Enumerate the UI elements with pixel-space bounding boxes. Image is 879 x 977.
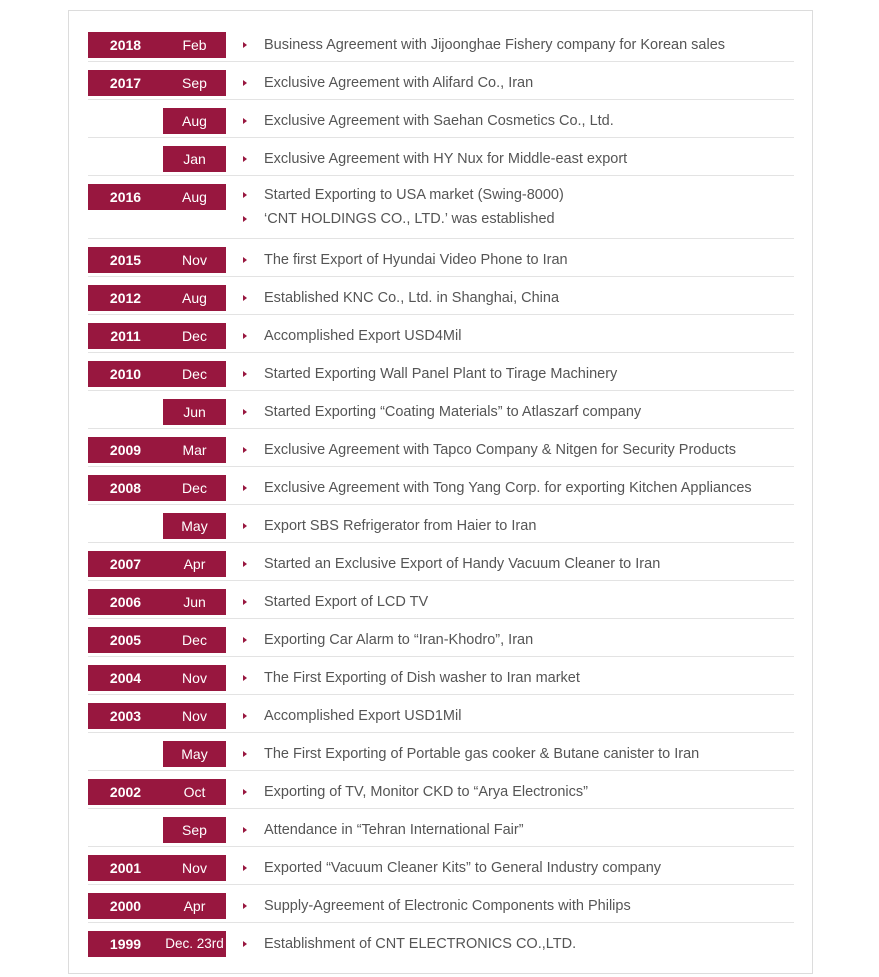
timeline-row bbox=[88, 62, 794, 100]
event-item bbox=[241, 361, 794, 387]
event-text: Established KNC Co., Ltd. in Shanghai, China bbox=[264, 290, 560, 306]
bullet-arrow-icon bbox=[243, 675, 247, 681]
month-badge: Aug bbox=[163, 184, 226, 210]
timeline-row bbox=[88, 771, 794, 809]
year-badge: 2007 bbox=[88, 551, 163, 577]
bullet-arrow-icon bbox=[243, 118, 247, 124]
event-list bbox=[241, 146, 794, 172]
timeline-row bbox=[88, 733, 794, 771]
event-text: Started Export of LCD TV bbox=[264, 594, 429, 610]
year-badge: 2005 bbox=[88, 627, 163, 653]
month-badge: Dec bbox=[163, 323, 226, 349]
year-badge: 2003 bbox=[88, 703, 163, 729]
event-list bbox=[241, 437, 794, 463]
event-list bbox=[241, 70, 794, 96]
event-list bbox=[241, 183, 794, 231]
year-badge: 2000 bbox=[88, 893, 163, 919]
month-badge: Aug bbox=[163, 285, 226, 311]
event-text: Export SBS Refrigerator from Haier to Iran bbox=[264, 518, 537, 534]
month-badge: Nov bbox=[163, 247, 226, 273]
event-list bbox=[241, 247, 794, 273]
event-text: Exclusive Agreement with Alifard Co., Iran bbox=[264, 75, 534, 91]
month-badge: May bbox=[163, 513, 226, 539]
bullet-arrow-icon bbox=[243, 523, 247, 529]
bullet-arrow-icon bbox=[243, 827, 247, 833]
bullet-arrow-icon bbox=[243, 409, 247, 415]
event-item bbox=[241, 108, 794, 134]
timeline-row bbox=[88, 619, 794, 657]
event-item bbox=[241, 779, 794, 805]
event-text: Started an Exclusive Export of Handy Vacuum Cleaner to Iran bbox=[264, 556, 661, 572]
bullet-arrow-icon bbox=[243, 156, 247, 162]
timeline-row bbox=[88, 923, 794, 961]
month-badge: Sep bbox=[163, 817, 226, 843]
event-item bbox=[241, 323, 794, 349]
event-item bbox=[241, 589, 794, 615]
event-item bbox=[241, 855, 794, 881]
timeline-row bbox=[88, 176, 794, 239]
event-item bbox=[241, 70, 794, 96]
event-item bbox=[241, 146, 794, 172]
event-list bbox=[241, 323, 794, 349]
timeline-row bbox=[88, 138, 794, 176]
event-list bbox=[241, 551, 794, 577]
event-item bbox=[241, 817, 794, 843]
timeline-row bbox=[88, 885, 794, 923]
event-list bbox=[241, 32, 794, 58]
event-list bbox=[241, 475, 794, 501]
bullet-arrow-icon bbox=[243, 865, 247, 871]
bullet-arrow-icon bbox=[243, 295, 247, 301]
event-item bbox=[241, 285, 794, 311]
month-badge: Aug bbox=[163, 108, 226, 134]
timeline-row bbox=[88, 100, 794, 138]
event-text: ‘CNT HOLDINGS CO., LTD.’ was established bbox=[264, 211, 555, 227]
year-badge: 2002 bbox=[88, 779, 163, 805]
history-timeline bbox=[88, 24, 794, 961]
year-badge: 2018 bbox=[88, 32, 163, 58]
year-badge: 2015 bbox=[88, 247, 163, 273]
event-list bbox=[241, 665, 794, 691]
timeline-row bbox=[88, 657, 794, 695]
event-text: Exporting of TV, Monitor CKD to “Arya Electronics” bbox=[264, 784, 588, 800]
bullet-arrow-icon bbox=[243, 333, 247, 339]
timeline-row bbox=[88, 277, 794, 315]
event-list bbox=[241, 589, 794, 615]
event-text: Accomplished Export USD4Mil bbox=[264, 328, 462, 344]
timeline-row bbox=[88, 505, 794, 543]
event-item bbox=[241, 247, 794, 273]
bullet-arrow-icon bbox=[243, 637, 247, 643]
year-badge: 2012 bbox=[88, 285, 163, 311]
year-badge: 2009 bbox=[88, 437, 163, 463]
event-list bbox=[241, 855, 794, 881]
timeline-row bbox=[88, 543, 794, 581]
event-item bbox=[241, 437, 794, 463]
month-badge: May bbox=[163, 741, 226, 767]
year-badge: 2017 bbox=[88, 70, 163, 96]
month-badge: Jun bbox=[163, 589, 226, 615]
event-text: The First Exporting of Portable gas cooker & Butane canister to Iran bbox=[264, 746, 700, 762]
event-item bbox=[241, 399, 794, 425]
year-badge: 1999 bbox=[88, 931, 163, 957]
bullet-arrow-icon bbox=[243, 713, 247, 719]
timeline-row bbox=[88, 467, 794, 505]
bullet-arrow-icon bbox=[243, 485, 247, 491]
month-badge: Feb bbox=[163, 32, 226, 58]
month-badge: Dec. 23rd bbox=[163, 931, 226, 957]
event-item bbox=[241, 475, 794, 501]
timeline-row bbox=[88, 581, 794, 619]
event-list bbox=[241, 779, 794, 805]
event-text: Exporting Car Alarm to “Iran-Khodro”, Iran bbox=[264, 632, 534, 648]
month-badge: Dec bbox=[163, 627, 226, 653]
month-badge: Mar bbox=[163, 437, 226, 463]
event-text: Attendance in “Tehran International Fair” bbox=[264, 822, 524, 838]
bullet-arrow-icon bbox=[243, 789, 247, 795]
bullet-arrow-icon bbox=[243, 216, 247, 222]
bullet-arrow-icon bbox=[243, 751, 247, 757]
timeline-row bbox=[88, 809, 794, 847]
timeline-row bbox=[88, 695, 794, 733]
timeline-row bbox=[88, 391, 794, 429]
event-text: Exclusive Agreement with Saehan Cosmetics Co., Ltd. bbox=[264, 113, 614, 129]
bullet-arrow-icon bbox=[243, 80, 247, 86]
month-badge: Dec bbox=[163, 475, 226, 501]
event-item bbox=[241, 665, 794, 691]
event-text: Exported “Vacuum Cleaner Kits” to General Industry company bbox=[264, 860, 662, 876]
timeline-row bbox=[88, 315, 794, 353]
event-text: Exclusive Agreement with Tong Yang Corp. for exporting Kitchen Appliances bbox=[264, 480, 752, 496]
bullet-arrow-icon bbox=[243, 903, 247, 909]
event-list bbox=[241, 893, 794, 919]
timeline-row bbox=[88, 429, 794, 467]
event-item bbox=[241, 703, 794, 729]
event-text: Accomplished Export USD1Mil bbox=[264, 708, 462, 724]
event-text: Started Exporting “Coating Materials” to Atlaszarf company bbox=[264, 404, 642, 420]
event-text: Establishment of CNT ELECTRONICS CO.,LTD. bbox=[264, 936, 577, 952]
event-item bbox=[241, 32, 794, 58]
event-item bbox=[241, 931, 794, 957]
event-text: Started Exporting Wall Panel Plant to Tirage Machinery bbox=[264, 366, 618, 382]
bullet-arrow-icon bbox=[243, 257, 247, 263]
timeline-row bbox=[88, 24, 794, 62]
month-badge: Apr bbox=[163, 893, 226, 919]
month-badge: Nov bbox=[163, 703, 226, 729]
event-list bbox=[241, 817, 794, 843]
year-badge: 2006 bbox=[88, 589, 163, 615]
event-text: Started Exporting to USA market (Swing-8000) bbox=[264, 187, 564, 203]
year-badge: 2016 bbox=[88, 184, 163, 210]
bullet-arrow-icon bbox=[243, 561, 247, 567]
bullet-arrow-icon bbox=[243, 371, 247, 377]
month-badge: Sep bbox=[163, 70, 226, 96]
bullet-arrow-icon bbox=[243, 42, 247, 48]
event-list bbox=[241, 741, 794, 767]
event-text: The first Export of Hyundai Video Phone to Iran bbox=[264, 252, 568, 268]
year-badge: 2011 bbox=[88, 323, 163, 349]
event-list bbox=[241, 627, 794, 653]
timeline-row bbox=[88, 847, 794, 885]
event-item bbox=[241, 183, 794, 207]
month-badge: Jan bbox=[163, 146, 226, 172]
event-item bbox=[241, 551, 794, 577]
month-badge: Jun bbox=[163, 399, 226, 425]
year-badge: 2008 bbox=[88, 475, 163, 501]
event-item bbox=[241, 207, 794, 231]
event-text: The First Exporting of Dish washer to Iran market bbox=[264, 670, 580, 686]
event-list bbox=[241, 513, 794, 539]
year-badge: 2004 bbox=[88, 665, 163, 691]
bullet-arrow-icon bbox=[243, 447, 247, 453]
event-list bbox=[241, 361, 794, 387]
event-text: Business Agreement with Jijoonghae Fishery company for Korean sales bbox=[264, 37, 726, 53]
event-text: Supply-Agreement of Electronic Components with Philips bbox=[264, 898, 631, 914]
event-item bbox=[241, 513, 794, 539]
month-badge: Oct bbox=[163, 779, 226, 805]
event-list bbox=[241, 931, 794, 957]
bullet-arrow-icon bbox=[243, 599, 247, 605]
month-badge: Apr bbox=[163, 551, 226, 577]
event-list bbox=[241, 108, 794, 134]
event-list bbox=[241, 703, 794, 729]
month-badge: Nov bbox=[163, 665, 226, 691]
event-text: Exclusive Agreement with HY Nux for Middle-east export bbox=[264, 151, 628, 167]
event-text: Exclusive Agreement with Tapco Company & Nitgen for Security Products bbox=[264, 442, 737, 458]
timeline-row bbox=[88, 239, 794, 277]
bullet-arrow-icon bbox=[243, 941, 247, 947]
event-item bbox=[241, 893, 794, 919]
event-item bbox=[241, 741, 794, 767]
month-badge: Nov bbox=[163, 855, 226, 881]
event-list bbox=[241, 285, 794, 311]
event-list bbox=[241, 399, 794, 425]
timeline-row bbox=[88, 353, 794, 391]
event-item bbox=[241, 627, 794, 653]
bullet-arrow-icon bbox=[243, 192, 247, 198]
month-badge: Dec bbox=[163, 361, 226, 387]
year-badge: 2010 bbox=[88, 361, 163, 387]
year-badge: 2001 bbox=[88, 855, 163, 881]
